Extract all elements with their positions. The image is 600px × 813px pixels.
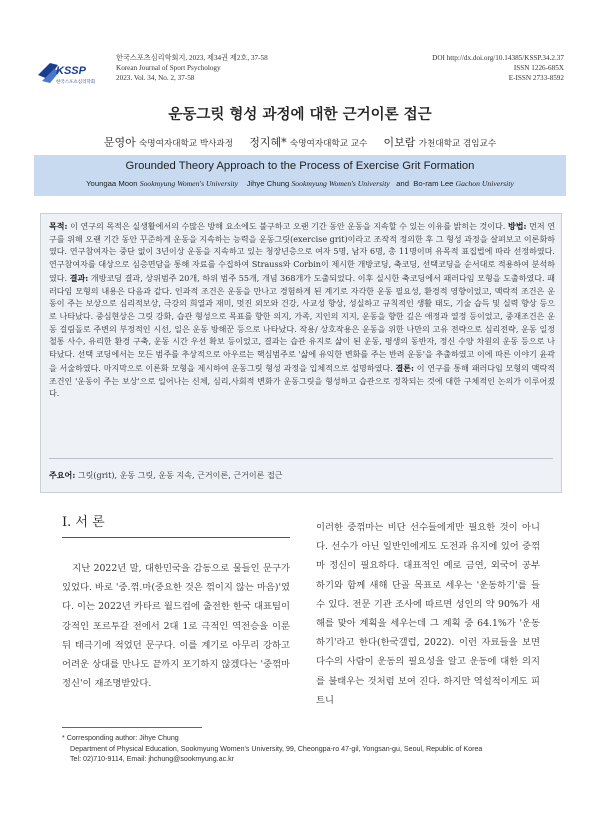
author-list-ko	[0, 134, 600, 150]
journal-name-en: Korean Journal of Sport Psychology	[116, 64, 221, 72]
keywords-text: 그릿(grit), 운동 그릿, 운동 지속, 근거이론, 근거이론 접근	[75, 471, 283, 480]
author-name: Youngaa Moon	[86, 179, 138, 188]
section-heading: I. 서 론	[62, 515, 105, 530]
paper-title-en: Grounded Theory Approach to the Process of Exercise Grit Formation	[125, 160, 475, 172]
author-list-en: Youngaa Moon Sookmyung Women's University Jihye Chung Sookmyung Women's University and Bo-ram Lee Gachon University	[86, 179, 514, 188]
english-title-band	[34, 155, 566, 196]
author-affiliation: 숙명여자대학교 교수	[289, 139, 368, 149]
author-name: 정지혜*	[249, 136, 287, 149]
body-paragraph: 지난 2022년 말, 대한민국을 감동으로 물들인 문구가 있었다. 바로 '중.꺾.마(중요한 것은 꺾이지 않는 마음)'였다. 이는 2022년 카타르 월드컵에 출전한 한국 대표팀이 강적인 포르투갈 전에서 2대 1로 극적인 역전승을 이룬 뒤 태극기에 적었던 문구다. 이를 계기로 아무리 강하고 어려운 상대를 만나도 끝까지 포기하지 않겠다는 '중꺾마 정신'이 재조명받았다.	[62, 563, 290, 690]
body-column-left	[62, 511, 290, 693]
author-name: Bo-ram Lee	[413, 179, 454, 188]
keywords-label: 주요어:	[49, 470, 76, 480]
eissn: E-ISSN 2733-8592	[508, 74, 564, 82]
author-affiliation: Sookmyung Women's University	[139, 179, 239, 188]
footnote	[62, 733, 552, 765]
keywords	[49, 470, 283, 481]
author-affiliation: Sookmyung Women's University	[291, 179, 390, 188]
abstract-label-method: 방법:	[507, 221, 527, 231]
abstract-result: 개방코딩 결과, 상위범주 20개, 하위 범주 55개, 개념 368개가 도출되었다. 이후 실시한 축코딩에서 패러다임 모형을 도출하였다. 패러다임 모형의 내용은 다음과 같다. 인과적 조건은 운동을 만나고 경험하게 된 계기로 자각한 운동 필요성, 환경적 영향이었고, 맥락적 조건은 운동이 주는 보상으로 심리적보상, 극강의 희열과 재미, 멋진 외모와 건강, 사교성 향상, 성실하고 규칙적인 생활 태도, 기술 습득 및 실력 향상 등으로 나타났다. 중심현상은 그릿 강화, 습관 형성으로 목표를 향한 의지, 가족, 지인의 지지, 운동을 향한 깊은 애정과 열정 등이었고, 중재조건은 운동 걸림돌로 주변의 부정적인 시선, 일은 운동 방해꾼 등으로 나타났다. 작용/ 상호작용은 운동을 위한 나만의 고유 전략으로 심리전략, 운동 일정 철통 사수, 유리한 환경 구축, 운동 시간 우선 확보 등이었고, 결과는 습관 유지로 삶이 된 운동, 평생의 동반자, 정신 수양 차원의 운동 등으로 나타났다. 선택 코딩에서는 모든 범주를 추상적으로 아우르는 핵심범주로 '삶에 유익한 변화를 주는 반려 운동'을 추출하였고 이에 따른 이야기 윤곽을 서술하였다. 마지막으로 이론화 모형을 제시하여 운동그릿 형성 과정을 입체적으로 설명하였다.	[49, 273, 555, 373]
doi-link[interactable]: DOI http://dx.doi.org/10.14385/KSSP.34.2.37	[432, 54, 564, 62]
abstract-purpose: 이 연구의 목적은 실생활에서의 수많은 방해 요소에도 불구하고 오랜 기간 동안 운동을 지속할 수 있는 이유를 밝히는 것이다.	[67, 222, 508, 231]
author-name: Jihye Chung	[246, 179, 290, 188]
footnote-address: Department of Physical Education, Sookmyung Women's University, 99, Cheongpa-ro 47-gil, Yongsan-gu, Seoul, Republic of Korea	[70, 744, 483, 753]
svg-text:한국스포츠심리학회: 한국스포츠심리학회	[56, 80, 96, 85]
section-rule	[62, 537, 290, 538]
journal-name-ko: 한국스포츠심리학회지, 2023, 제34권 제2호, 37-58	[116, 54, 268, 62]
kssp-logo-icon	[36, 57, 98, 87]
journal-volume: 2023. Vol. 34, No. 2, 37-58	[116, 74, 195, 82]
author-affiliation: 가천대학교 겸임교수	[418, 139, 497, 149]
issn: ISSN 1226-685X	[513, 64, 564, 72]
footnote-rule	[62, 727, 202, 728]
body-paragraph: 이러한 중꺾마는 비단 선수들에게만 필요한 것이 아니다. 선수가 아닌 일반인에게도 도전과 유지에 있어 중꺾마 정신이 필요하다. 대표적인 예로 금연, 외국어 공부하기와 함께 새해 단골 목표로 세우는 '운동하기'를 들 수 있다. 전문 기관 조사에 따르면 성인의 약 90%가 새해를 맞아 계획을 세우는데 그 계획 중 64.1%가 '운동하기'라고 한다(한국갤럽, 2022). 이런 자료들을 보면 다수의 사람이 운동의 필요성을 알고 운동에 대한 의지를 불태우는 것처럼 보여 진다. 하지만 역설적이게도 피트니	[316, 522, 540, 706]
abstract-divider	[49, 458, 553, 459]
abstract-text	[49, 220, 555, 401]
abstract-label-result: 결과:	[69, 272, 89, 283]
abstract-method: 먼저 연구를 위해 오랜 기간 동안 꾸준하게 운동을 지속하는 능력을 운동그릿(exercise grit)이라고 조작적 정의한 후 그 형성 과정을 살펴보고 이론화하였다. 연구참여자는 중단 없이 3년이상 운동을 지속하고 있는 청장년층으로 여자 5명, 남자 6명, 총 11명이며 유목적 표집법에 따라 선정하였다. 연구참여자를 대상으로 심층면담을 통해 자료를 수집하여 Strauss와 Corbin이 제시한 개방코딩, 축코딩, 선택코딩을 순서대로 적용하여 분석하였다.	[49, 222, 555, 283]
abstract-conclusion: 이 연구를 통해 패러다임 모형의 맥락적 조건인 '운동이 주는 보상'으로 일어나는 신체, 심리,사회적 변화가 운동그릿을 형성하고 습관으로 정착되는 것에 대한 구체적인 논의가 이루어졌다.	[49, 363, 555, 399]
abstract-label-conclusion: 결론:	[395, 362, 415, 373]
abstract-label-purpose: 목적:	[49, 221, 68, 231]
author-affiliation: Gachon University	[455, 179, 514, 188]
journal-header	[36, 53, 564, 95]
author-name: 문영아	[103, 136, 136, 149]
author-affiliation: 숙명여자대학교 박사과정	[138, 139, 234, 149]
footnote-contact: Tel: 02)710-9114, Email: jhchung@sookmyung.ac.kr	[70, 755, 235, 764]
svg-text:KSSP: KSSP	[56, 65, 86, 77]
abstract-box	[40, 213, 562, 493]
author-name: 이보람	[383, 136, 416, 149]
footnote-author: * Corresponding author: Jihye Chung	[62, 734, 179, 742]
paper-title-ko: 운동그릿 형성 과정에 대한 근거이론 접근	[168, 106, 432, 123]
